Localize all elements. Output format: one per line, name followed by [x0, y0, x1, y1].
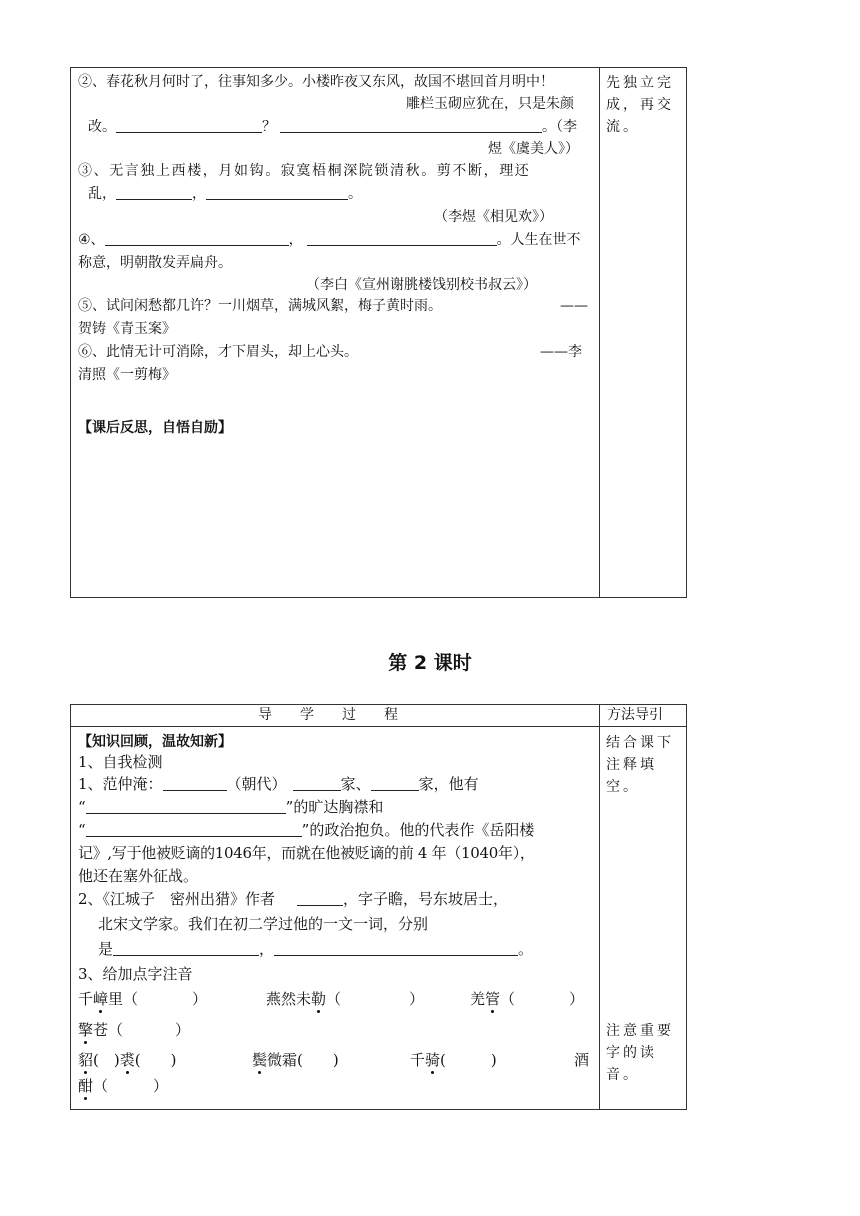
poem-line: 煜《虞美人》） [488, 141, 579, 157]
fill-blank[interactable] [307, 231, 497, 246]
poem-line: 称意，明朝散发弄扁舟。 [78, 255, 232, 271]
lesson-title: 第 2 课时 [388, 652, 472, 674]
pinyin-item: 千骑( ) [410, 1051, 497, 1069]
poem-line: 清照《一剪梅》 [78, 367, 176, 383]
column-divider [599, 705, 600, 1109]
pinyin-item: 燕然未勒（ ） [266, 990, 425, 1008]
question-line: 记》,写于他被贬谪的1046年，而就在他被贬谪的前 4 年（1040年）， [78, 844, 535, 862]
column-divider [599, 68, 600, 597]
section-heading: 【知识回顾，温故知新】 [78, 734, 232, 750]
poem-line: ⑥、此情无计可消除，才下眉头，却上心头。 [78, 344, 358, 360]
poem-blank-line: 乱， ， 。 [88, 186, 362, 202]
dash: —— [560, 298, 588, 314]
question-blank-line: 是 ， 。 [98, 940, 534, 958]
pinyin-item: 羌管（ ） [470, 990, 585, 1008]
fill-blank[interactable] [371, 776, 419, 791]
question-blank-line: 1、范仲淹： （朝代） 家、 家，他有 [78, 775, 479, 793]
fill-blank[interactable] [297, 891, 343, 906]
question-line: 北宋文学家。我们在初二学过他的一文一词，分别 [98, 915, 429, 933]
poem-line: 贺铸《青玉案》 [78, 321, 176, 337]
fill-blank[interactable] [163, 776, 227, 791]
method-note-cell [606, 732, 684, 798]
method-note-line: 注释填空。 [606, 757, 657, 795]
poem-line: ⑤、试问闲愁都几许？一川烟草，满城风絮，梅子黄时雨。 [78, 298, 442, 314]
table-header-main: 导 学 过 程 [258, 707, 398, 723]
method-note-line: 字的读音。 [606, 1045, 657, 1083]
pinyin-item: 酣（ ） [78, 1077, 169, 1095]
fill-blank[interactable] [280, 118, 542, 133]
pinyin-item: 貂( )裘( ) [78, 1051, 177, 1069]
fill-blank[interactable] [293, 776, 341, 791]
dash: ——李 [540, 344, 582, 360]
question-line: 3、给加点字注音 [78, 965, 193, 983]
fill-blank[interactable] [86, 799, 286, 814]
poem-blank-line: ④、 ， 。人生在世不 [78, 232, 581, 248]
pinyin-item: 酒 [574, 1051, 590, 1069]
method-note-line: 先独立完 [606, 75, 674, 91]
poem-line: （李煜《相见欢》） [434, 209, 553, 225]
fill-blank[interactable] [113, 941, 259, 956]
table-header-side: 方法导引 [607, 707, 663, 723]
method-note-line: 成，再交 [606, 97, 674, 113]
question-line: 1、自我检测 [78, 753, 163, 771]
fill-blank[interactable] [116, 118, 262, 133]
question-blank-line: “ ”的政治抱负。他的代表作《岳阳楼 [78, 821, 535, 839]
method-note-line: 结合课下 [606, 735, 674, 751]
fill-blank[interactable] [105, 231, 289, 246]
poem-exercise-cell [78, 70, 593, 590]
poem-blank-line: 改。 ？ 。（李 [88, 119, 577, 135]
poem-line: ③、无言独上西楼，月如钩。寂寞梧桐深院锁清秋。剪不断，理还 [78, 163, 531, 179]
fill-blank[interactable] [86, 822, 302, 837]
pinyin-item: 鬓微霜( ) [252, 1051, 339, 1069]
reflection-heading: 【课后反思，自悟自励】 [78, 420, 232, 436]
question-line: 他还在塞外征战。 [78, 867, 199, 885]
pinyin-item: 千嶂里（ ） [78, 990, 208, 1008]
method-note-cell [606, 72, 684, 138]
fill-blank[interactable] [116, 185, 192, 200]
poem-line: （李白《宣州谢朓楼饯别校书叔云》） [306, 277, 537, 293]
question-blank-line: 2、《江城子 密州出猎》作者 ，字子瞻，号东坡居士， [78, 890, 509, 908]
method-note-cell [606, 1020, 684, 1086]
pinyin-item: 擎苍（ ） [78, 1021, 191, 1039]
poem-line: ②、春花秋月何时了，往事知多少。小楼昨夜又东风，故国不堪回首月明中！ [78, 74, 554, 90]
method-note-line: 流。 [606, 119, 640, 135]
question-blank-line: “ ”的旷达胸襟和 [78, 798, 384, 816]
method-note-line: 注意重要 [606, 1023, 674, 1039]
fill-blank[interactable] [206, 185, 348, 200]
fill-blank[interactable] [274, 941, 518, 956]
lesson-exercise-cell [78, 728, 593, 1108]
poem-line: 雕栏玉砌应犹在，只是朱颜 [406, 96, 574, 112]
header-divider [71, 726, 686, 727]
